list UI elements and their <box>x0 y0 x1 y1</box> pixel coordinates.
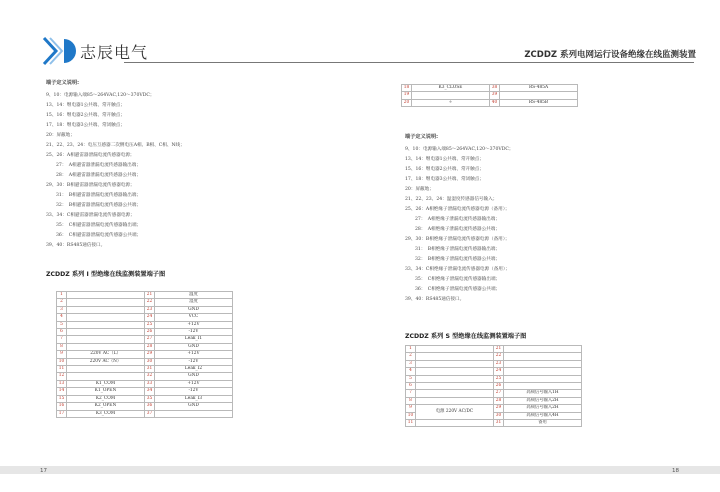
terminal-description <box>67 299 145 306</box>
terminal-description <box>67 373 145 380</box>
terminal-number: 40 <box>490 99 500 106</box>
table-row <box>57 314 233 321</box>
table-row <box>402 85 578 92</box>
terminal-number: 2 <box>57 299 67 306</box>
definition-line: 28： A相避雷器泄漏电流传感器公共端； <box>56 173 141 178</box>
definition-line: 20：屏蔽地； <box>405 187 434 192</box>
type-s-table-title: ZCDDZ 系列 S 型绝缘在线监测装置端子图 <box>405 333 527 340</box>
terminal-number: 11 <box>57 366 67 373</box>
terminal-description: 备用 <box>504 420 582 427</box>
table-row <box>406 375 582 382</box>
terminal-description: 高频信号输入2H <box>504 397 582 404</box>
terminal-description <box>412 92 490 99</box>
terminal-number: 16 <box>57 403 67 410</box>
definition-line: 39、40：RS485通信接口。 <box>405 297 465 302</box>
table-row <box>57 373 233 380</box>
terminal-description <box>504 368 582 375</box>
table-row <box>57 380 233 387</box>
table-row <box>57 388 233 395</box>
table-row <box>57 343 233 350</box>
table-row <box>57 292 233 299</box>
definition-line: 17、18：继电器3公共端、常闭触点； <box>46 123 125 128</box>
terminal-description <box>416 360 494 367</box>
table-row <box>406 405 582 412</box>
terminal-description: 高频信号输入1H <box>504 390 582 397</box>
terminal-number: 9 <box>57 351 67 358</box>
terminal-number: 10 <box>406 412 416 419</box>
terminal-description: 高频信号输入2H <box>504 405 582 412</box>
type-s-terminal-table <box>405 345 582 427</box>
terminal-description <box>416 390 494 397</box>
definition-line: 35： C相避雷器泄漏电流传感器输出端； <box>56 223 142 228</box>
type-i-terminal-table <box>56 291 233 418</box>
terminal-description <box>504 375 582 382</box>
terminal-number: 19 <box>402 92 412 99</box>
terminal-description: GND <box>155 343 233 350</box>
table-row <box>57 395 233 402</box>
terminal-number: 12 <box>57 373 67 380</box>
terminal-number: 9 <box>406 405 416 412</box>
definition-line: 27： A相绝缘子泄漏电流传感器输出端； <box>415 217 500 222</box>
terminal-number: 31 <box>494 420 504 427</box>
terminal-number: 13 <box>57 380 67 387</box>
terminal-description: 高频信号输入4H <box>504 412 582 419</box>
terminal-description: 220V AC（N） <box>67 358 145 365</box>
definition-line: 31： B相避雷器泄漏电流传感器输出端； <box>56 193 142 198</box>
terminal-description <box>416 420 494 427</box>
terminal-description: +12V <box>155 380 233 387</box>
terminal-description: K3_CLOSE <box>412 85 490 92</box>
terminal-number: 1 <box>57 292 67 299</box>
definition-line: 35： C相绝缘子泄漏电流传感器输出端； <box>415 277 501 282</box>
terminal-number: 28 <box>145 343 155 350</box>
terminal-number: 3 <box>406 360 416 367</box>
terminal-description <box>67 306 145 313</box>
terminal-description <box>500 92 578 99</box>
table-row <box>406 360 582 367</box>
table-row <box>57 358 233 365</box>
table-row <box>57 403 233 410</box>
brand-name: 志辰电气 <box>80 43 149 62</box>
terminal-description <box>416 353 494 360</box>
terminal-number: 30 <box>494 412 504 419</box>
terminal-description <box>504 360 582 367</box>
terminal-number: 8 <box>406 397 416 404</box>
table-row <box>57 321 233 328</box>
terminal-number: 30 <box>145 358 155 365</box>
terminal-number: 22 <box>145 299 155 306</box>
terminal-number: 27 <box>494 390 504 397</box>
terminal-description <box>416 368 494 375</box>
definition-line: 29、30：B相避雷器泄漏电流传感器电源； <box>46 183 135 188</box>
terminal-description: Leak_I3 <box>155 395 233 402</box>
terminal-description: 温度 <box>155 292 233 299</box>
definition-line: 9、10：电源输入端85～264VAC,120～370VDC； <box>46 93 155 98</box>
terminal-number: 18 <box>402 85 412 92</box>
terminal-number: 29 <box>145 351 155 358</box>
table-row <box>406 420 582 427</box>
terminal-description <box>416 346 494 353</box>
table-row <box>57 299 233 306</box>
table-row <box>406 390 582 397</box>
definition-line: 21、22、23、24：温湿度传感器信号输入； <box>405 197 498 202</box>
terminal-number: 2 <box>406 353 416 360</box>
table-row <box>57 351 233 358</box>
terminal-number: 23 <box>494 360 504 367</box>
terminal-description: GND <box>155 306 233 313</box>
terminal-number: 5 <box>406 375 416 382</box>
table-row <box>406 397 582 404</box>
terminal-number: 24 <box>145 314 155 321</box>
terminal-description: RS-485B <box>500 99 578 106</box>
terminal-description: Leak_I2 <box>155 366 233 373</box>
document-title: ZCDDZ 系列电网运行设备绝缘在线监测装置 <box>524 50 696 60</box>
terminal-number: 8 <box>57 343 67 350</box>
terminal-number: 1 <box>406 346 416 353</box>
definitions-heading: 端子定义说明: <box>46 80 80 86</box>
terminal-number: 24 <box>494 368 504 375</box>
terminal-number: 5 <box>57 321 67 328</box>
terminal-number: 29 <box>494 405 504 412</box>
table-row <box>406 346 582 353</box>
table-row <box>57 366 233 373</box>
terminal-number: 36 <box>145 403 155 410</box>
terminal-description: RS-485A <box>500 85 578 92</box>
terminal-number: 6 <box>406 383 416 390</box>
table-row <box>57 336 233 343</box>
terminal-number: 31 <box>145 366 155 373</box>
definition-line: 33、34：C相避雷器泄漏电流传感器电源； <box>46 213 135 218</box>
terminal-description: GND <box>155 403 233 410</box>
terminal-description <box>67 336 145 343</box>
definition-line: 9、10：电源输入端85～264VAC,120～370VDC； <box>405 147 514 152</box>
terminal-number: 11 <box>406 420 416 427</box>
terminal-number: 4 <box>57 314 67 321</box>
definition-line: 39、40：RS485通信接口。 <box>46 243 106 248</box>
table-row <box>406 383 582 390</box>
terminal-description <box>67 343 145 350</box>
terminal-number: 21 <box>145 292 155 299</box>
terminal-description: ⏚ <box>412 99 490 106</box>
definition-line: 29、30：B相绝缘子泄漏电流传感器电源（备用）； <box>405 237 510 242</box>
terminal-description <box>504 353 582 360</box>
definitions-heading: 端子定义说明: <box>405 134 439 140</box>
terminal-description: 电源 220V AC/DC <box>416 405 494 420</box>
terminal-number: 3 <box>57 306 67 313</box>
terminal-description: -12V <box>155 329 233 336</box>
terminal-number: 26 <box>145 329 155 336</box>
terminal-number: 10 <box>57 358 67 365</box>
terminal-number: 7 <box>57 336 67 343</box>
terminal-number: 6 <box>57 329 67 336</box>
footer-band <box>0 466 720 474</box>
terminal-description: 220V AC（L） <box>67 351 145 358</box>
table-row <box>57 329 233 336</box>
definition-line: 13、14：继电器1公共端、常开触点； <box>46 103 125 108</box>
terminal-description: K2_OPEN <box>67 403 145 410</box>
terminal-description: K1_OPEN <box>67 388 145 395</box>
definition-line: 32： B相避雷器泄漏电流传感器公共端； <box>56 203 142 208</box>
terminal-description <box>416 375 494 382</box>
terminal-description <box>67 329 145 336</box>
table-row <box>57 410 233 417</box>
terminal-number: 39 <box>490 92 500 99</box>
header-rule <box>124 62 694 63</box>
definition-line: 21、22、23、24：电压互感器二次侧电压A相、B相、C相、N线； <box>46 143 185 148</box>
terminal-number: 26 <box>494 383 504 390</box>
terminal-number: 25 <box>494 375 504 382</box>
definition-line: 33、34：C相绝缘子泄漏电流传感器电源（备用）； <box>405 267 510 272</box>
terminal-description: K1_COM <box>67 380 145 387</box>
terminal-number: 14 <box>57 388 67 395</box>
page-number-right: 18 <box>672 468 679 474</box>
right-terminal-definitions <box>405 133 514 305</box>
definition-line: 27： A相避雷器泄漏电流传感器输出端； <box>56 163 141 168</box>
definition-line: 15、16：继电器2公共端、常开触点； <box>405 167 484 172</box>
definition-line: 17、18：继电器3公共端、常闭触点； <box>405 177 484 182</box>
terminal-number: 35 <box>145 395 155 402</box>
terminal-description <box>67 321 145 328</box>
terminal-description <box>67 366 145 373</box>
terminal-number: 15 <box>57 395 67 402</box>
page-number-left: 17 <box>40 468 47 474</box>
terminal-number: 4 <box>406 368 416 375</box>
definition-line: 36： C相避雷器泄漏电流传感器公共端； <box>56 233 142 238</box>
terminal-description: +12V <box>155 351 233 358</box>
terminal-number: 27 <box>145 336 155 343</box>
terminal-number: 25 <box>145 321 155 328</box>
terminal-description: K3_COM <box>67 410 145 417</box>
terminal-description: VCC <box>155 314 233 321</box>
terminal-description: 湿度 <box>155 299 233 306</box>
terminal-number: 17 <box>57 410 67 417</box>
definition-line: 31： B相绝缘子泄漏电流传感器输出端； <box>415 247 501 252</box>
terminal-number: 20 <box>402 99 412 106</box>
terminal-description: -12V <box>155 358 233 365</box>
terminal-description <box>155 410 233 417</box>
terminal-number: 33 <box>145 380 155 387</box>
terminal-number: 38 <box>490 85 500 92</box>
terminal-description: Leak_I1 <box>155 336 233 343</box>
terminal-description: GND <box>155 373 233 380</box>
type-i-table-title: ZCDDZ 系列 I 型绝缘在线监测装置端子图 <box>46 271 166 278</box>
terminal-description <box>416 397 494 404</box>
terminal-description: -12V <box>155 388 233 395</box>
terminal-description <box>504 383 582 390</box>
terminal-number: 23 <box>145 306 155 313</box>
definition-line: 28： A相绝缘子泄漏电流传感器公共端； <box>415 227 500 232</box>
terminal-description <box>67 314 145 321</box>
terminal-number: 22 <box>494 353 504 360</box>
table-row <box>402 99 578 106</box>
terminal-description: +12V <box>155 321 233 328</box>
definition-line: 15、16：继电器2公共端、常开触点； <box>46 113 125 118</box>
definition-line: 13、14：继电器1公共端、常开触点； <box>405 157 484 162</box>
terminal-number: 28 <box>494 397 504 404</box>
definition-line: 20：屏蔽地； <box>46 133 75 138</box>
terminal-description: K2_COM <box>67 395 145 402</box>
table-row <box>57 306 233 313</box>
terminal-number: 37 <box>145 410 155 417</box>
terminal-description <box>416 383 494 390</box>
definition-line: 25、26：A相绝缘子泄漏电流传感器电源（备用）； <box>405 207 510 212</box>
table-row <box>406 353 582 360</box>
terminal-number: 34 <box>145 388 155 395</box>
left-terminal-definitions <box>46 79 185 251</box>
terminal-description <box>504 346 582 353</box>
terminal-number: 21 <box>494 346 504 353</box>
definition-line: 36： C相绝缘子泄漏电流传感器公共端； <box>415 287 501 292</box>
terminal-number: 7 <box>406 390 416 397</box>
terminal-description <box>67 292 145 299</box>
type-i-terminal-table-continued <box>401 84 578 107</box>
definition-line: 25、26：A相避雷器泄漏电流传感器电源； <box>46 153 135 158</box>
definition-line: 32： B相绝缘子泄漏电流传感器公共端； <box>415 257 501 262</box>
company-logo-icon <box>40 36 76 66</box>
terminal-number: 32 <box>145 373 155 380</box>
table-row <box>402 92 578 99</box>
table-row <box>406 368 582 375</box>
